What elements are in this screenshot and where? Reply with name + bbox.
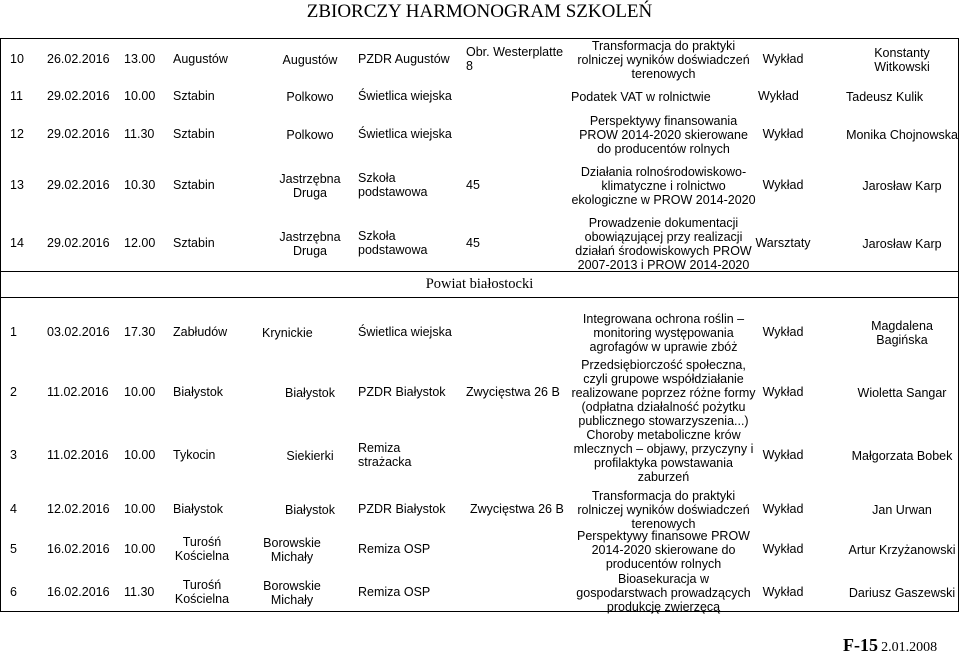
cell-gmina: Białystok (173, 501, 224, 516)
cell-miejscowosc: Białystok (284, 502, 336, 517)
cell-time: 10.30 (124, 178, 156, 193)
table-row (0, 158, 959, 214)
cell-nr: 10 (10, 52, 24, 67)
cell-date: 11.02.2016 (47, 448, 109, 463)
table-row (0, 113, 959, 157)
cell-time: 13.00 (124, 52, 156, 67)
cell-miejscowosc: Borowskie Michały (263, 536, 321, 564)
cell-nr: 12 (10, 127, 24, 142)
cell-prowadzacy: Tadeusz Kulik (846, 89, 924, 104)
cell-gmina: Sztabin (173, 235, 215, 250)
form-date: 2.01.2008 (881, 640, 938, 655)
cell-miejsce: Świetlica wiejska (358, 88, 452, 103)
cell-time: 10.00 (124, 542, 156, 557)
table-row (0, 423, 959, 489)
cell-forma: Wykład (762, 325, 804, 340)
cell-temat: Przedsiębiorczość społeczna, czyli grupowe współdziałanie realizowane poprzez różne formy (odpłatna działalność pożytku publicznego stowarzyszenia...) (571, 358, 756, 428)
cell-miejscowosc: Siekierki (286, 449, 334, 463)
cell-time: 11.30 (124, 585, 155, 600)
cell-nr: 1 (10, 325, 17, 340)
cell-adres: Obr. Westerplatte 8 (466, 45, 564, 73)
cell-nr: 4 (10, 501, 17, 516)
cell-date: 29.02.2016 (47, 178, 110, 193)
section-divider-bottom (0, 297, 959, 298)
cell-miejscowosc: Krynickie (262, 326, 313, 340)
cell-nr: 3 (10, 448, 17, 463)
cell-adres: Zwycięstwa 26 B (470, 501, 564, 516)
cell-miejsce: Szkoła podstawowa (358, 228, 428, 257)
cell-adres (466, 302, 568, 364)
cell-temat: Choroby metaboliczne krów mlecznych – objawy, przyczyny i profilaktyka powstawania zaburzeń (573, 428, 754, 484)
section-label: Powiat białostocki (425, 276, 534, 292)
cell-time: 10.00 (124, 88, 156, 103)
cell-miejscowosc: Augustów (282, 53, 338, 67)
cell-time: 10.00 (124, 448, 156, 463)
cell-temat: Podatek VAT w rolnictwie (571, 89, 711, 104)
cell-forma: Wykład (762, 385, 804, 400)
cell-temat: Perspektywy finansowe PROW 2014-2020 skierowane do producentów rolnych (577, 529, 750, 571)
document-title: ZBIORCZY HARMONOGRAM SZKOLEŃ (306, 1, 653, 22)
cell-prowadzacy: Małgorzata Bobek (851, 449, 953, 463)
cell-adres (466, 573, 568, 613)
cell-prowadzacy: Dariusz Gaszewski (848, 586, 956, 600)
cell-gmina: Augustów (173, 52, 228, 67)
cell-nr: 2 (10, 385, 17, 400)
table-row (0, 358, 959, 428)
table-row (0, 80, 959, 113)
cell-forma: Wykład (758, 88, 799, 103)
cell-miejscowosc: Białystok (284, 386, 336, 400)
cell-miejsce: Świetlica wiejska (358, 325, 452, 340)
cell-nr: 11 (10, 88, 23, 103)
cell-date: 03.02.2016 (47, 325, 110, 340)
cell-miejscowosc: Borowskie Michały (263, 579, 321, 607)
cell-temat: Prowadzenie dokumentacji obowiązującej przy realizacji działań środowiskowych PROW 2007-2013 i PROW 2014-2020 (575, 215, 752, 272)
cell-adres (466, 80, 568, 113)
cell-nr: 6 (10, 585, 17, 600)
cell-adres: 45 (466, 178, 480, 193)
cell-nr: 13 (10, 178, 24, 193)
form-code (843, 636, 937, 656)
cell-nr: 5 (10, 542, 17, 557)
cell-prowadzacy: Magdalena Bagińska (871, 319, 933, 347)
cell-date: 16.02.2016 (47, 542, 110, 557)
cell-forma: Wykład (762, 585, 804, 600)
table-row (0, 573, 959, 613)
cell-prowadzacy: Jarosław Karp (862, 236, 942, 251)
cell-gmina: Białystok (173, 385, 224, 400)
cell-time: 10.00 (124, 385, 156, 400)
cell-date: 26.02.2016 (47, 52, 110, 67)
cell-date: 29.02.2016 (47, 235, 110, 250)
cell-forma: Warsztaty (755, 235, 811, 250)
cell-date: 12.02.2016 (47, 501, 110, 516)
cell-miejsce: PZDR Białystok (358, 385, 446, 400)
table-top-border (0, 38, 959, 39)
cell-miejsce: PZDR Białystok (358, 501, 446, 516)
cell-miejsce: Szkoła podstawowa (358, 171, 428, 199)
cell-adres (466, 423, 568, 489)
cell-forma: Wykład (762, 542, 804, 557)
cell-miejsce: Świetlica wiejska (358, 127, 452, 142)
cell-adres (466, 527, 568, 573)
cell-prowadzacy: Artur Krzyżanowski (848, 543, 956, 557)
cell-miejsce: PZDR Augustów (358, 52, 450, 67)
cell-prowadzacy: Konstanty Witkowski (874, 46, 930, 74)
table-row (0, 527, 959, 573)
cell-forma: Wykład (762, 501, 804, 516)
cell-gmina: Sztabin (173, 88, 215, 103)
cell-time: 10.00 (124, 501, 156, 516)
cell-temat: Transformacja do praktyki rolniczej wyników doświadczeń terenowych (577, 39, 750, 81)
cell-time: 12.00 (124, 235, 156, 250)
cell-temat: Działania rolnośrodowiskowo-klimatyczne i rolnictwo ekologiczne w PROW 2014-2020 (571, 165, 756, 207)
cell-adres: 45 (466, 235, 480, 250)
cell-miejsce: Remiza OSP (358, 585, 431, 600)
cell-gmina: Turośń Kościelna (174, 578, 230, 606)
table-row (0, 215, 959, 272)
cell-nr: 14 (10, 235, 24, 250)
cell-forma: Wykład (762, 127, 804, 142)
cell-forma: Wykład (762, 52, 804, 67)
table-row (0, 302, 959, 364)
cell-miejsce: Remiza OSP (358, 542, 431, 557)
cell-prowadzacy: Monika Chojnowska (846, 128, 958, 142)
cell-temat: Integrowana ochrona roślin – monitoring występowania agrofagów w uprawie zbóż (582, 312, 745, 354)
cell-adres: Zwycięstwa 26 B (466, 385, 560, 400)
cell-adres (466, 113, 568, 157)
cell-prowadzacy: Wioletta Sangar (857, 386, 947, 400)
cell-gmina: Sztabin (173, 127, 215, 142)
cell-date: 29.02.2016 (47, 127, 110, 142)
form-code-number: F-15 (843, 635, 878, 655)
cell-miejscowosc: Jastrzębna Druga (279, 172, 341, 200)
cell-date: 16.02.2016 (47, 585, 110, 600)
cell-time: 11.30 (124, 127, 155, 142)
table-row (0, 488, 959, 531)
cell-prowadzacy: Jarosław Karp (862, 179, 942, 193)
cell-gmina: Zabłudów (173, 325, 228, 340)
cell-temat: Transformacja do praktyki rolniczej wyników doświadczeń terenowych (577, 488, 750, 531)
cell-forma: Wykład (762, 178, 804, 193)
cell-temat: Perspektywy finansowania PROW 2014-2020 skierowane do producentów rolnych (579, 114, 748, 156)
cell-date: 29.02.2016 (47, 88, 110, 103)
cell-miejscowosc: Jastrzębna Druga (279, 229, 341, 258)
cell-time: 17.30 (124, 325, 156, 340)
cell-temat: Bioasekuracja w gospodarstwach prowadzących produkcję zwierzęcą (576, 572, 751, 614)
cell-gmina: Sztabin (173, 178, 215, 193)
cell-miejscowosc: Polkowo (286, 128, 334, 142)
cell-miejsce: Remiza strażacka (358, 441, 412, 469)
cell-prowadzacy: Jan Urwan (872, 502, 932, 517)
cell-gmina: Tykocin (173, 448, 216, 463)
cell-date: 11.02.2016 (47, 385, 109, 400)
cell-forma: Wykład (762, 448, 804, 463)
table-row (0, 41, 959, 79)
cell-miejscowosc: Polkowo (286, 89, 334, 104)
cell-gmina: Turośń Kościelna (174, 535, 230, 563)
